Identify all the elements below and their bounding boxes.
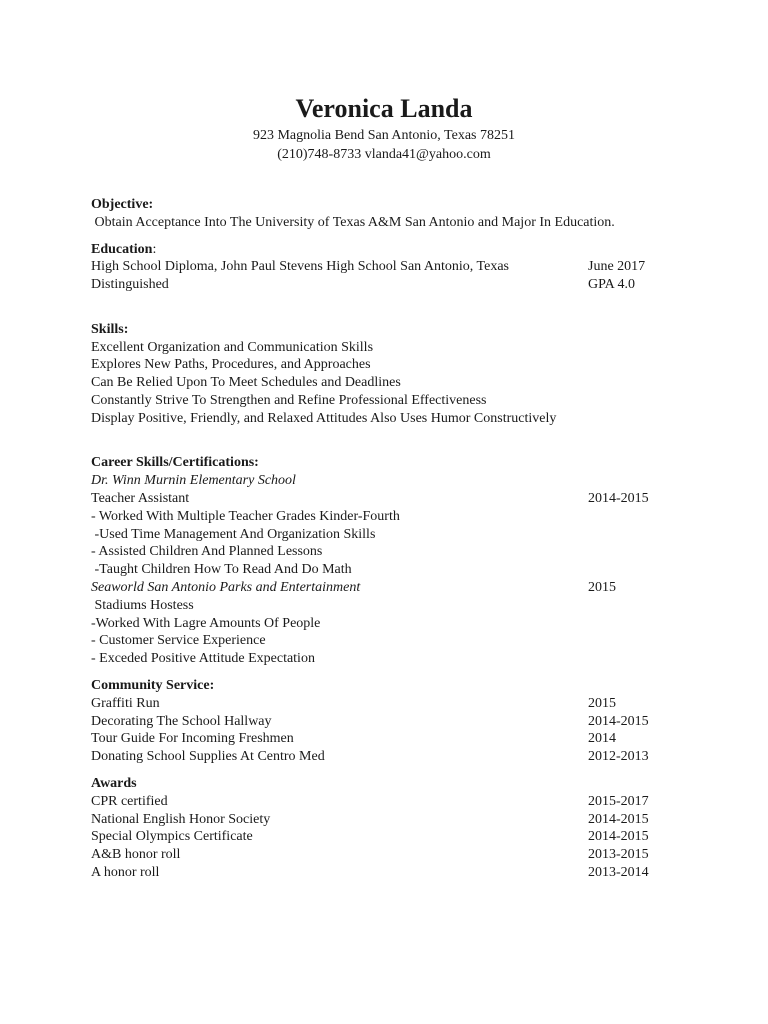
job-date: 2014-2015 xyxy=(588,490,649,506)
education-row-left: High School Diploma, John Paul Stevens High School San Antonio, Texas xyxy=(91,259,509,275)
award-name: A&B honor roll xyxy=(91,847,181,863)
skill-item: Excellent Organization and Communication Skills xyxy=(91,339,374,355)
employer-date: 2015 xyxy=(588,579,616,595)
job-title-row xyxy=(91,490,661,508)
career-heading: Career Skills/Certifications: xyxy=(91,455,259,471)
skill-item: Can Be Relied Upon To Meet Schedules and Deadlines xyxy=(91,375,401,391)
job-bullet: -Worked With Lagre Amounts Of People xyxy=(91,615,321,631)
education-heading-colon: : xyxy=(152,241,157,257)
phone-email-line: (210)748-8733 vlanda41@yahoo.com xyxy=(277,147,491,162)
job-bullet: - Assisted Children And Planned Lessons xyxy=(91,544,323,560)
education-row xyxy=(91,276,661,294)
community-date: 2014-2015 xyxy=(588,713,649,729)
address-line: 923 Magnolia Bend San Antonio, Texas 78251 xyxy=(252,128,516,143)
award-date: 2015-2017 xyxy=(588,793,649,809)
job-title: Stadiums Hostess xyxy=(91,597,194,613)
community-row xyxy=(91,695,661,713)
employer-name xyxy=(91,472,661,490)
community-activity: Tour Guide For Incoming Freshmen xyxy=(91,731,294,747)
award-date: 2013-2015 xyxy=(588,847,649,863)
community-activity: Decorating The School Hallway xyxy=(91,713,272,729)
objective-text: Obtain Acceptance Into The University of Texas A&M San Antonio and Major In Education. xyxy=(91,214,615,230)
education-row-right: June 2017 xyxy=(588,259,646,275)
awards-heading: Awards xyxy=(91,775,137,791)
community-date: 2012-2013 xyxy=(588,749,649,765)
job-bullet: -Taught Children How To Read And Do Math xyxy=(91,562,352,578)
community-date: 2015 xyxy=(588,695,616,711)
resume-body xyxy=(91,196,661,882)
award-row xyxy=(91,811,661,829)
job-bullet: - Customer Service Experience xyxy=(91,633,266,649)
award-name: CPR certified xyxy=(91,793,168,809)
award-date: 2013-2014 xyxy=(588,864,649,880)
award-name: National English Honor Society xyxy=(91,811,271,827)
skill-item: Display Positive, Friendly, and Relaxed Attitudes Also Uses Humor Constructively xyxy=(91,410,557,426)
education-heading xyxy=(91,241,661,259)
community-heading: Community Service: xyxy=(91,677,215,693)
skill-item: Explores New Paths, Procedures, and Approaches xyxy=(91,357,371,373)
community-date: 2014 xyxy=(588,731,616,747)
employer-name-text: Dr. Winn Murnin Elementary School xyxy=(91,473,296,489)
skill-item: Constantly Strive To Strengthen and Refine Professional Effectiveness xyxy=(91,392,487,408)
job-bullet: -Used Time Management And Organization Skills xyxy=(91,526,376,542)
community-activity: Graffiti Run xyxy=(91,695,160,711)
job-bullet: - Worked With Multiple Teacher Grades Kinder-Fourth xyxy=(91,508,400,524)
education-row-left: Distinguished xyxy=(91,277,169,293)
employer-name-text: Seaworld San Antonio Parks and Entertainment xyxy=(91,579,361,595)
candidate-name: Veronica Landa xyxy=(295,94,473,123)
award-name: A honor roll xyxy=(91,864,160,880)
community-row xyxy=(91,748,661,766)
award-name: Special Olympics Certificate xyxy=(91,829,253,845)
education-heading-label: Education xyxy=(91,241,153,257)
employer-row xyxy=(91,579,661,597)
award-row xyxy=(91,864,661,882)
skills-heading: Skills: xyxy=(91,321,129,337)
objective-heading: Objective: xyxy=(91,197,154,212)
education-row xyxy=(91,258,661,276)
job-bullet: - Exceded Positive Attitude Expectation xyxy=(91,651,315,667)
job-title: Teacher Assistant xyxy=(91,490,190,506)
award-row xyxy=(91,793,661,811)
award-row xyxy=(91,846,661,864)
community-activity: Donating School Supplies At Centro Med xyxy=(91,749,325,765)
community-row xyxy=(91,730,661,748)
award-row xyxy=(91,828,661,846)
resume-header xyxy=(0,92,768,164)
community-row xyxy=(91,713,661,731)
award-date: 2014-2015 xyxy=(588,811,649,827)
award-date: 2014-2015 xyxy=(588,829,649,845)
education-row-right: GPA 4.0 xyxy=(588,277,635,293)
